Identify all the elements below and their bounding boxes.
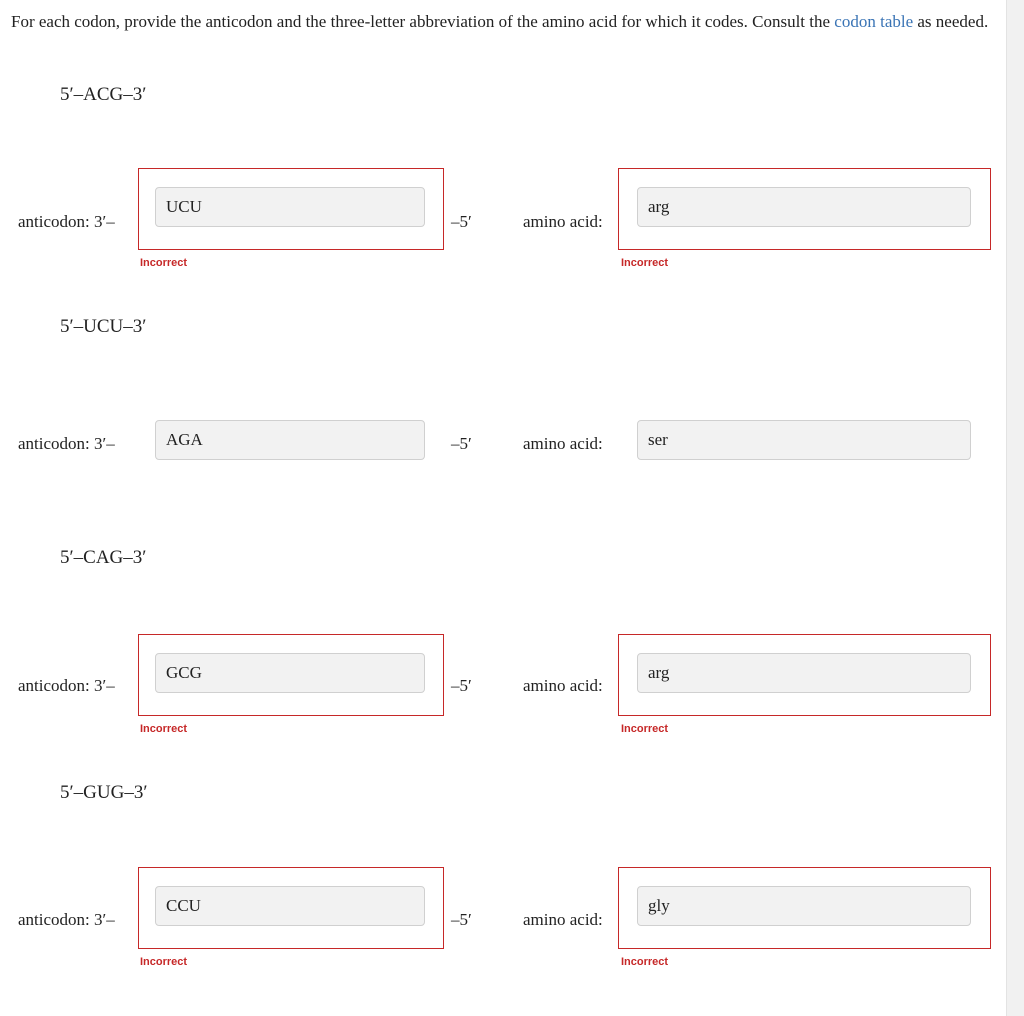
amino-acid-1-input[interactable]: arg xyxy=(637,187,971,227)
anticodon-3-incorrect: Incorrect xyxy=(140,723,188,735)
anticodon-1-input[interactable]: UCU xyxy=(155,187,425,227)
instructions-text: For each codon, provide the anticodon and the three-letter abbreviation of the amino acid for which it codes. Consult the xyxy=(11,12,835,31)
anticodon-4-label: anticodon: 3′– xyxy=(18,910,115,929)
anticodon-3-label: anticodon: 3′– xyxy=(18,676,115,695)
anticodon-3-input[interactable]: GCG xyxy=(155,653,425,693)
amino-acid-3-input[interactable]: arg xyxy=(637,653,971,693)
five-prime-2-label: –5′ xyxy=(451,434,472,453)
amino-acid-2-input[interactable]: ser xyxy=(637,420,971,460)
amino-acid-3-label: amino acid: xyxy=(523,676,603,695)
amino-acid-4-input[interactable]: gly xyxy=(637,886,971,926)
amino-acid-1-incorrect: Incorrect xyxy=(621,257,669,269)
anticodon-2-label: anticodon: 3′– xyxy=(18,434,115,453)
five-prime-1-label: –5′ xyxy=(451,212,472,231)
anticodon-4-incorrect: Incorrect xyxy=(140,956,188,968)
codon-table-link[interactable]: codon table xyxy=(834,12,914,31)
amino-acid-4-incorrect: Incorrect xyxy=(621,956,669,968)
instructions xyxy=(11,9,991,35)
five-prime-4-label: –5′ xyxy=(451,910,472,929)
anticodon-4-input[interactable]: CCU xyxy=(155,886,425,926)
codon-3: 5′–CAG–3′ xyxy=(60,547,147,568)
codon-1: 5′–ACG–3′ xyxy=(60,84,147,105)
five-prime-3-label: –5′ xyxy=(451,676,472,695)
instructions-text-end: as needed. xyxy=(913,12,989,31)
anticodon-2-input[interactable]: AGA xyxy=(155,420,425,460)
vertical-scrollbar[interactable] xyxy=(1006,0,1024,1016)
anticodon-1-incorrect: Incorrect xyxy=(140,257,188,269)
amino-acid-3-incorrect: Incorrect xyxy=(621,723,669,735)
codon-2: 5′–UCU–3′ xyxy=(60,316,147,337)
amino-acid-4-label: amino acid: xyxy=(523,910,603,929)
amino-acid-1-label: amino acid: xyxy=(523,212,603,231)
anticodon-1-label: anticodon: 3′– xyxy=(18,212,115,231)
codon-4: 5′–GUG–3′ xyxy=(60,782,148,803)
amino-acid-2-label: amino acid: xyxy=(523,434,603,453)
